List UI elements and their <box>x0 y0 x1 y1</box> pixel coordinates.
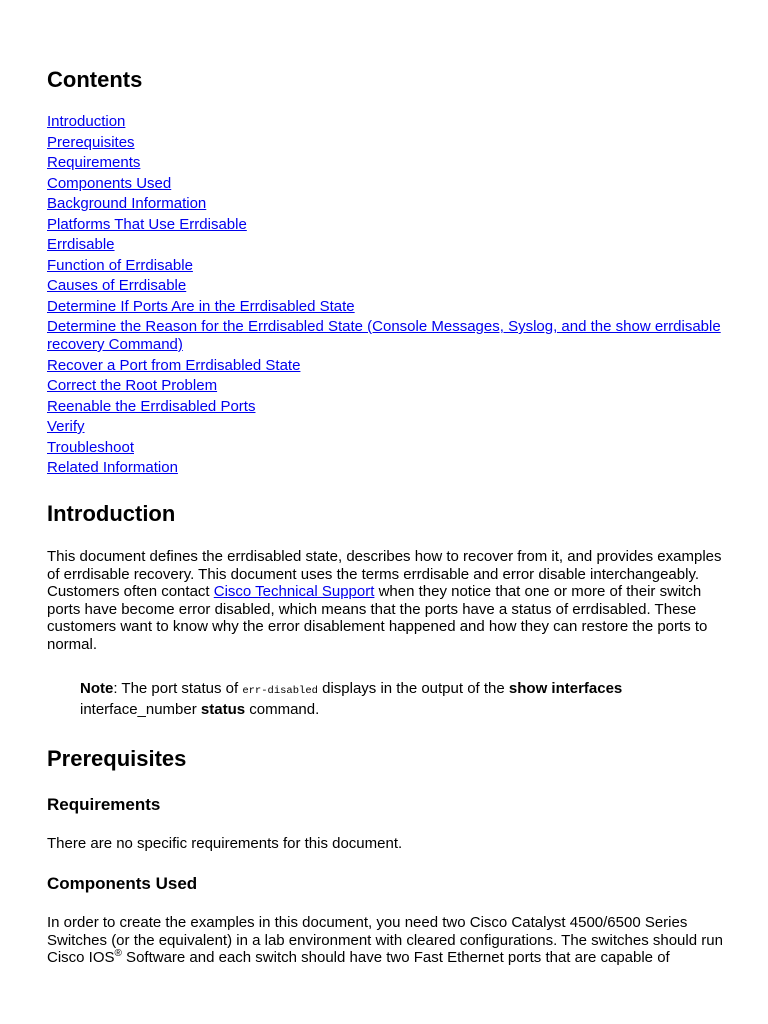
toc-item <box>47 439 727 457</box>
toc-link-reenable[interactable]: Reenable the Errdisabled Ports <box>47 397 256 415</box>
note-paragraph: Note: The port status of err-disabled displays in the output of the show interfaces interface_number status command. <box>80 680 623 718</box>
toc-item <box>47 175 727 193</box>
toc-link-correct-root[interactable]: Correct the Root Problem <box>47 377 218 394</box>
toc-link-background-information[interactable]: Background Information <box>47 195 207 212</box>
toc-item <box>47 236 727 254</box>
toc-item <box>47 216 727 234</box>
toc-link-errdisable[interactable]: Errdisable <box>47 236 115 253</box>
toc-item <box>47 154 727 172</box>
toc-link-function[interactable]: Function of Errdisable <box>47 256 193 274</box>
toc-link-platforms[interactable]: Platforms That Use Errdisable <box>47 215 247 233</box>
registered-mark: ® <box>114 948 122 959</box>
code-err-disabled: err-disabled <box>242 685 318 697</box>
toc-item <box>47 318 727 354</box>
components-used-heading: Components Used <box>47 874 198 893</box>
table-of-contents <box>47 113 727 480</box>
toc-item <box>47 357 727 375</box>
introduction-heading: Introduction <box>47 501 176 526</box>
toc-link-verify[interactable]: Verify <box>47 418 85 435</box>
toc-link-components-used[interactable]: Components Used <box>47 174 172 192</box>
toc-link-related-information[interactable]: Related Information <box>47 459 178 476</box>
prerequisites-heading: Prerequisites <box>47 746 187 771</box>
toc-item <box>47 377 727 395</box>
contents-heading: Contents <box>47 67 143 92</box>
toc-link-requirements[interactable]: Requirements <box>47 154 141 171</box>
toc-link-determine-state[interactable]: Determine If Ports Are in the Errdisabled State <box>47 297 355 315</box>
toc-link-causes[interactable]: Causes of Errdisable <box>47 277 187 294</box>
toc-item <box>47 277 727 295</box>
toc-item <box>47 459 727 477</box>
requirements-paragraph: There are no specific requirements for this document. <box>47 835 403 852</box>
toc-item <box>47 418 727 436</box>
toc-link-determine-reason[interactable]: Determine the Reason for the Errdisabled State (Console Messages, Syslog, and the show errdisable recovery Command) <box>47 318 721 353</box>
toc-item <box>47 195 727 213</box>
toc-item <box>47 257 727 275</box>
note-label: Note <box>80 680 114 697</box>
toc-item <box>47 398 727 416</box>
components-used-paragraph: In order to create the examples in this document, you need two Cisco Catalyst 4500/6500 Series Switches (or the equivalent) in a lab environment with cleared configurations. The switches should run Cisco IOS® Software and each switch should have two Fast Ethernet ports that are capable of <box>47 914 723 966</box>
toc-item <box>47 298 727 316</box>
toc-link-troubleshoot[interactable]: Troubleshoot <box>47 438 134 456</box>
toc-link-introduction[interactable]: Introduction <box>47 113 126 130</box>
toc-link-recover-port[interactable]: Recover a Port from Errdisabled State <box>47 356 301 374</box>
introduction-paragraph: This document defines the errdisabled state, describes how to recover from it, and provides examples of errdisable recovery. This document uses the terms errdisable and error disable interchangeably. Customers often contact Cisco Technical Support when they notice that one or more of their switch ports have become error disabled, which means that the ports have a status of errdisabled. These customers want to know why the error disablement happened and how they can restore the ports to normal. <box>47 548 722 653</box>
cisco-technical-support-link[interactable]: Cisco Technical Support <box>213 583 375 600</box>
toc-item <box>47 134 727 152</box>
toc-link-prerequisites[interactable]: Prerequisites <box>47 133 135 151</box>
requirements-heading: Requirements <box>47 795 161 814</box>
toc-item <box>47 113 727 131</box>
